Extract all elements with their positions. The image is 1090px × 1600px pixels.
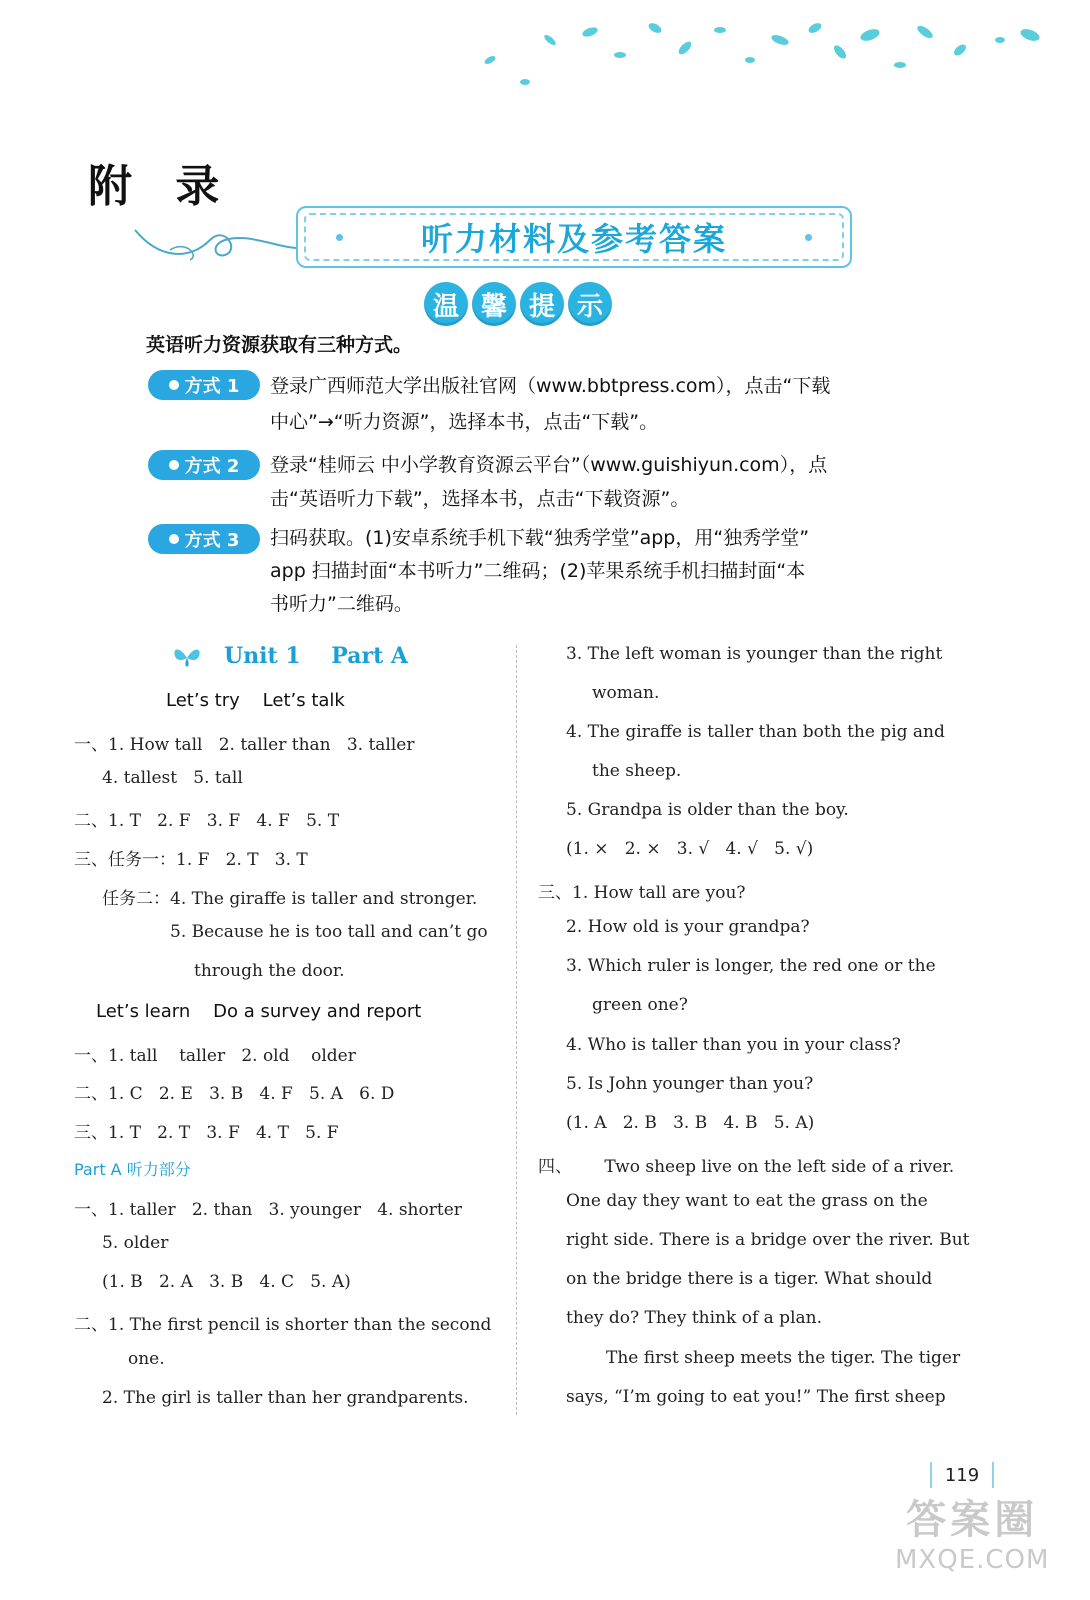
- passage-line: says, “I’m going to eat you!” The first sheep: [566, 1387, 946, 1407]
- answer-line: the sheep.: [592, 761, 682, 781]
- method-text: 扫码获取。(1)安卓系统手机下载“独秀学堂”app，用“独秀学堂” app 扫描封面“本书听力”二维码；(2)苹果系统手机扫描封面“本 书听力”二维码。: [270, 527, 810, 615]
- answer-line: 一、1. How tall 2. taller than 3. taller: [74, 735, 415, 755]
- appendix-heading: 附 录: [88, 161, 234, 212]
- section-heading: Let’s try Let’s talk: [166, 690, 345, 711]
- bullet-icon: [169, 534, 179, 544]
- passage-line: The first sheep meets the tiger. The tiger: [606, 1348, 961, 1368]
- answer-line: one.: [128, 1349, 165, 1369]
- banner-dot-left: [336, 234, 343, 241]
- answer-line: woman.: [592, 683, 660, 703]
- answer-line: 2. How old is your grandpa?: [566, 917, 810, 937]
- bullet-icon: [169, 380, 179, 390]
- answer-line: 三、1. T 2. T 3. F 4. T 5. F: [74, 1123, 339, 1143]
- method-text: 登录广西师范大学出版社官网（www.bbtpress.com），点击“下载 中心”→“听力资源”，选择本书，点击“下载”。: [270, 375, 831, 433]
- answer-line: 三、1. How tall are you?: [538, 883, 746, 903]
- tip-char: 示: [568, 282, 612, 326]
- column-divider: [516, 645, 517, 1415]
- answer-line: 三、任务一：1. F 2. T 3. T: [74, 850, 308, 870]
- answer-line: 2. The girl is taller than her grandparents.: [102, 1388, 469, 1408]
- leaf-decoration: [470, 10, 1070, 90]
- bullet-icon: [169, 460, 179, 470]
- method-label: 方式 1: [148, 370, 260, 400]
- answer-line: 5. Grandpa is older than the boy.: [566, 800, 849, 820]
- passage-line: One day they want to eat the grass on the: [566, 1191, 928, 1211]
- watermark-top: 答案圈: [906, 1497, 1039, 1543]
- tip-char: 温: [424, 282, 468, 326]
- method-text: 登录“桂师云 中小学教育资源云平台”（www.guishiyun.com），点 击“英语听力下载”，选择本书，点击“下载资源”。: [270, 454, 828, 510]
- method-label: 方式 3: [148, 524, 260, 554]
- unit-title: Unit 1 Part A: [224, 643, 408, 669]
- passage-line: they do? They think of a plan.: [566, 1308, 822, 1328]
- answer-line: (1. A 2. B 3. B 4. B 5. A): [566, 1113, 815, 1133]
- answer-line: through the door.: [194, 961, 345, 981]
- answer-line: 5. Because he is too tall and can’t go: [170, 922, 488, 942]
- answer-line: green one?: [592, 995, 688, 1015]
- tip-char: 提: [520, 282, 564, 326]
- answer-line: 二、1. T 2. F 3. F 4. F 5. T: [74, 811, 340, 831]
- section-heading: Let’s learn Do a survey and report: [96, 1001, 422, 1022]
- answer-line: 一、1. taller 2. than 3. younger 4. shorter: [74, 1200, 462, 1220]
- intro-text: 英语听力资源获取有三种方式。: [146, 334, 413, 356]
- answer-line: 4. Who is taller than you in your class?: [566, 1035, 901, 1055]
- butterfly-icon: [172, 646, 202, 668]
- page-number: 119: [930, 1462, 994, 1488]
- tip-badges: [424, 282, 612, 326]
- answer-line: 二、1. C 2. E 3. B 4. F 5. A 6. D: [74, 1084, 395, 1104]
- tip-char: 馨: [472, 282, 516, 326]
- passage-line: right side. There is a bridge over the river. But: [566, 1230, 970, 1250]
- answer-line: 3. Which ruler is longer, the red one or the: [566, 956, 936, 976]
- title-banner: [296, 206, 852, 268]
- answer-line: 3. The left woman is younger than the right: [566, 644, 943, 664]
- listening-section-label: Part A 听力部分: [74, 1160, 191, 1179]
- banner-title: 听力材料及参考答案: [420, 220, 727, 258]
- answer-line: 5. Is John younger than you?: [566, 1074, 814, 1094]
- method-label: 方式 2: [148, 450, 260, 480]
- answer-line: 一、1. tall taller 2. old older: [74, 1046, 356, 1066]
- answer-line: 5. older: [102, 1233, 169, 1253]
- answer-line: (1. × 2. × 3. √ 4. √ 5. √): [566, 839, 814, 859]
- banner-dot-right: [805, 234, 812, 241]
- watermark: [895, 1488, 1049, 1575]
- answer-line: 4. The giraffe is taller than both the pig and: [566, 722, 945, 742]
- passage-line: on the bridge there is a tiger. What should: [566, 1269, 933, 1289]
- swirl-decoration: [130, 210, 310, 270]
- answer-line: (1. B 2. A 3. B 4. C 5. A): [102, 1272, 351, 1292]
- answer-line: 任务二：4. The giraffe is taller and stronger.: [102, 889, 478, 909]
- passage-line: 四、 Two sheep live on the left side of a river.: [538, 1157, 955, 1177]
- watermark-bottom: MXQE.COM: [895, 1545, 1050, 1575]
- answer-line: 二、1. The first pencil is shorter than the second: [74, 1315, 492, 1335]
- answer-line: 4. tallest 5. tall: [102, 768, 243, 788]
